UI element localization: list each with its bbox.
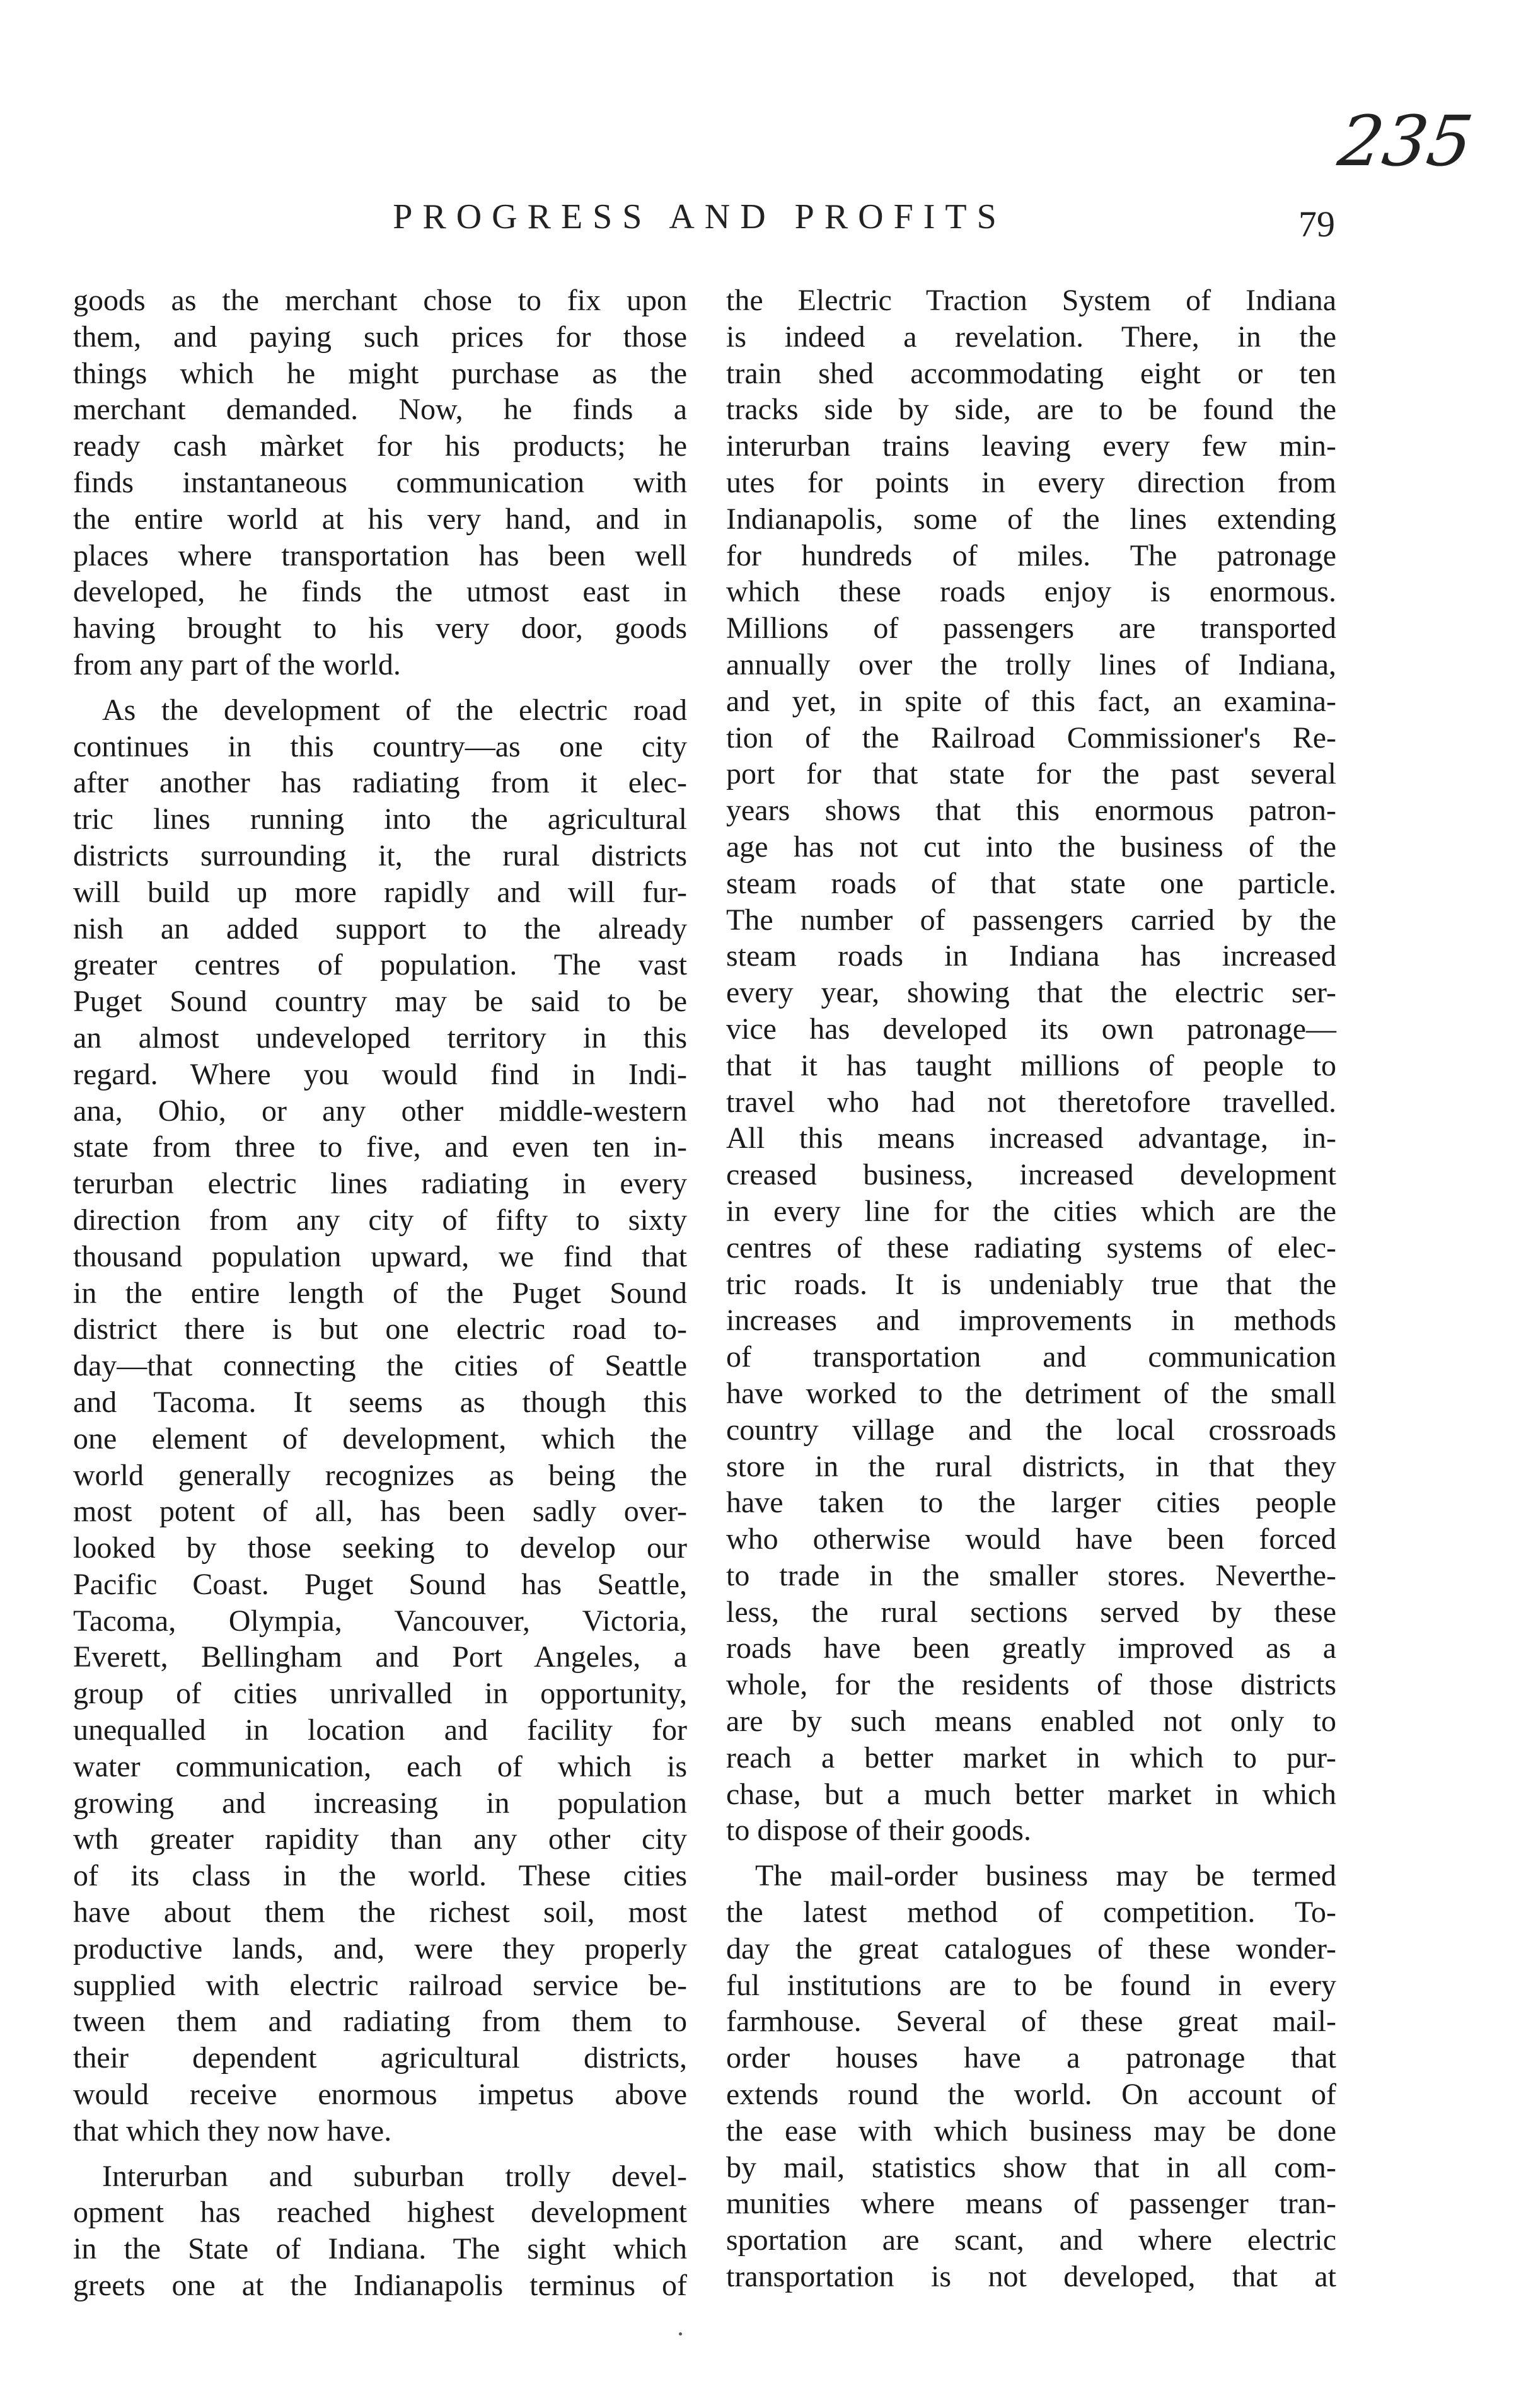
text-line: store in the rural districts, in that they (726, 1449, 1336, 1483)
text-line: things which he might purchase as the (73, 356, 687, 390)
text-line: All this means increased advantage, in- (726, 1121, 1336, 1155)
text-line: group of cities unrivalled in opportunity, (73, 1677, 687, 1711)
text-line: Interurban and suburban trolly devel- (102, 2159, 687, 2193)
text-line: vice has developed its own patronage— (726, 1012, 1336, 1046)
text-line: the entire world at his very hand, and in (73, 502, 687, 536)
text-line: to trade in the smaller stores. Neverthe- (726, 1558, 1336, 1592)
text-line: and yet, in spite of this fact, an examina- (726, 684, 1336, 718)
text-line: which these roads enjoy is enormous. (726, 575, 1336, 609)
text-line: Indianapolis, some of the lines extending (726, 502, 1336, 536)
text-line: will build up more rapidly and will fur- (73, 875, 687, 909)
text-line: ful institutions are to be found in every (726, 1968, 1336, 2002)
text-line: sportation are scant, and where electric (726, 2223, 1336, 2257)
text-line: tric roads. It is undeniably true that the (726, 1267, 1336, 1301)
text-line: utes for points in every direction from (726, 465, 1336, 499)
text-line: having brought to his very door, goods (73, 611, 687, 645)
text-line: whole, for the residents of those districts (726, 1668, 1336, 1702)
text-line: developed, he finds the utmost east in (73, 575, 687, 609)
text-line: would receive enormous impetus above (73, 2078, 687, 2112)
text-line: Everett, Bellingham and Port Angeles, a (73, 1640, 687, 1674)
text-line: who otherwise would have been forced (726, 1522, 1336, 1556)
text-line: districts surrounding it, the rural districts (73, 838, 687, 872)
text-line: in the entire length of the Puget Sound (73, 1276, 687, 1310)
text-line: state from three to five, and even ten in- (73, 1130, 687, 1164)
text-line: age has not cut into the business of the (726, 830, 1336, 864)
text-line: Puget Sound country may be said to be (73, 985, 687, 1019)
text-line: in every line for the cities which are the (726, 1194, 1336, 1228)
text-line: direction from any city of fifty to sixty (73, 1203, 687, 1237)
text-line: merchant demanded. Now, he finds a (73, 393, 687, 427)
text-line: regard. Where you would find in Indi- (73, 1057, 687, 1091)
text-line: of its class in the world. These cities (73, 1859, 687, 1893)
text-line: productive lands, and, were they properly (73, 1931, 687, 1965)
text-line: less, the rural sections served by these (726, 1595, 1336, 1629)
text-line: that it has taught millions of people to (726, 1048, 1336, 1082)
text-line: growing and increasing in population (73, 1786, 687, 1820)
text-line: world generally recognizes as being the (73, 1458, 687, 1492)
text-line: tween them and radiating from them to (73, 2005, 687, 2039)
text-line: Pacific Coast. Puget Sound has Seattle, (73, 1567, 687, 1601)
page-number: 79 (1298, 204, 1335, 245)
text-line: and Tacoma. It seems as though this (73, 1385, 687, 1419)
text-line: greater centres of population. The vast (73, 948, 687, 982)
text-line: every year, showing that the electric ser- (726, 976, 1336, 1010)
text-line: centres of these radiating systems of elec- (726, 1230, 1336, 1265)
text-line: transportation is not developed, that at (726, 2260, 1336, 2294)
text-line: district there is but one electric road to- (73, 1312, 687, 1346)
paragraph (73, 282, 687, 683)
text-line: roads have been greatly improved as a (726, 1631, 1336, 1665)
text-line: have worked to the detriment of the small (726, 1376, 1336, 1410)
text-line: train shed accommodating eight or ten (726, 356, 1336, 390)
text-line: them, and paying such prices for those (73, 320, 687, 354)
text-line: ana, Ohio, or any other middle-western (73, 1094, 687, 1128)
text-line: farmhouse. Several of these great mail- (726, 2005, 1336, 2039)
text-line: port for that state for the past several (726, 757, 1336, 791)
text-line: finds instantaneous communication with (73, 465, 687, 499)
text-line: greets one at the Indianapolis terminus of (73, 2269, 687, 2303)
text-line: day—that connecting the cities of Seattle (73, 1349, 687, 1383)
text-line: Millions of passengers are transported (726, 611, 1336, 645)
text-line: day the great catalogues of these wonder- (726, 1931, 1336, 1965)
text-line: that which they now have. (73, 2114, 392, 2148)
text-line: looked by those seeking to develop our (73, 1531, 687, 1565)
text-line: one element of development, which the (73, 1421, 687, 1456)
text-line: tracks side by side, are to be found the (726, 393, 1336, 427)
text-line: places where transportation has been well (73, 538, 687, 572)
text-line: terurban electric lines radiating in every (73, 1167, 687, 1201)
text-line: from any part of the world. (73, 647, 401, 681)
text-line: order houses have a patronage that (726, 2041, 1336, 2075)
text-line: steam roads in Indiana has increased (726, 939, 1336, 973)
text-line: country village and the local crossroads (726, 1413, 1336, 1447)
text-line: water communication, each of which is (73, 1749, 687, 1783)
text-line: the ease with which business may be done (726, 2114, 1336, 2148)
text-line: steam roads of that state one particle. (726, 866, 1336, 900)
text-line: of transportation and communication (726, 1340, 1336, 1374)
text-line: for hundreds of miles. The patronage (726, 538, 1336, 572)
text-line: tion of the Railroad Commissioner's Re- (726, 721, 1336, 755)
text-line: have about them the richest soil, most (73, 1896, 687, 1930)
text-line: tric lines running into the agricultural (73, 802, 687, 836)
paragraph (73, 2158, 687, 2304)
text-line: continues in this country—as one city (73, 729, 687, 763)
text-column-left (73, 282, 687, 2313)
text-line: their dependent agricultural districts, (73, 2041, 687, 2075)
text-line: extends round the world. On account of (726, 2078, 1336, 2112)
text-line: chase, but a much better market in which (726, 1777, 1336, 1811)
text-line: creased business, increased development (726, 1158, 1336, 1192)
scan-speck (679, 2332, 682, 2336)
text-line: goods as the merchant chose to fix upon (73, 284, 687, 317)
text-column-right (726, 282, 1336, 2304)
text-line: munities where means of passenger tran- (726, 2187, 1336, 2221)
text-line: interurban trains leaving every few min- (726, 429, 1336, 463)
text-line: unequalled in location and facility for (73, 1713, 687, 1747)
paragraph (726, 1858, 1336, 2295)
text-line: nish an added support to the already (73, 912, 687, 946)
text-line: the latest method of competition. To- (726, 1896, 1336, 1930)
text-line: supplied with electric railroad service be- (73, 1968, 687, 2002)
handwritten-folio-number: 235 (1334, 101, 1477, 182)
text-line: The mail-order business may be termed (755, 1859, 1336, 1893)
text-line: years shows that this enormous patron- (726, 794, 1336, 828)
text-line: Tacoma, Olympia, Vancouver, Victoria, (73, 1604, 687, 1638)
text-line: most potent of all, has been sadly over- (73, 1495, 687, 1529)
text-line: to dispose of their goods. (726, 1814, 1031, 1848)
text-line: opment has reached highest development (73, 2196, 687, 2230)
text-line: by mail, statistics show that in all com- (726, 2150, 1336, 2184)
text-line: ready cash màrket for his products; he (73, 429, 687, 463)
text-line: wth greater rapidity than any other city (73, 1822, 687, 1856)
text-line: increases and improvements in methods (726, 1304, 1336, 1338)
text-line: reach a better market in which to pur- (726, 1740, 1336, 1774)
text-line: in the State of Indiana. The sight which (73, 2232, 687, 2266)
text-line: thousand population upward, we find that (73, 1239, 687, 1273)
text-line: As the development of the electric road (102, 693, 687, 727)
running-head: PROGRESS AND PROFITS (393, 197, 1007, 236)
text-line: the Electric Traction System of Indiana (726, 284, 1336, 317)
text-line: have taken to the larger cities people (726, 1486, 1336, 1520)
text-line: after another has radiating from it elec- (73, 766, 687, 800)
text-line: annually over the trolly lines of Indiana, (726, 647, 1336, 681)
paragraph (726, 282, 1336, 1849)
text-line: The number of passengers carried by the (726, 903, 1336, 937)
text-line: travel who had not theretofore travelled. (726, 1085, 1336, 1119)
paragraph (73, 692, 687, 2150)
text-line: are by such means enabled not only to (726, 1705, 1336, 1739)
text-line: an almost undeveloped territory in this (73, 1021, 687, 1055)
text-line: is indeed a revelation. There, in the (726, 320, 1336, 354)
